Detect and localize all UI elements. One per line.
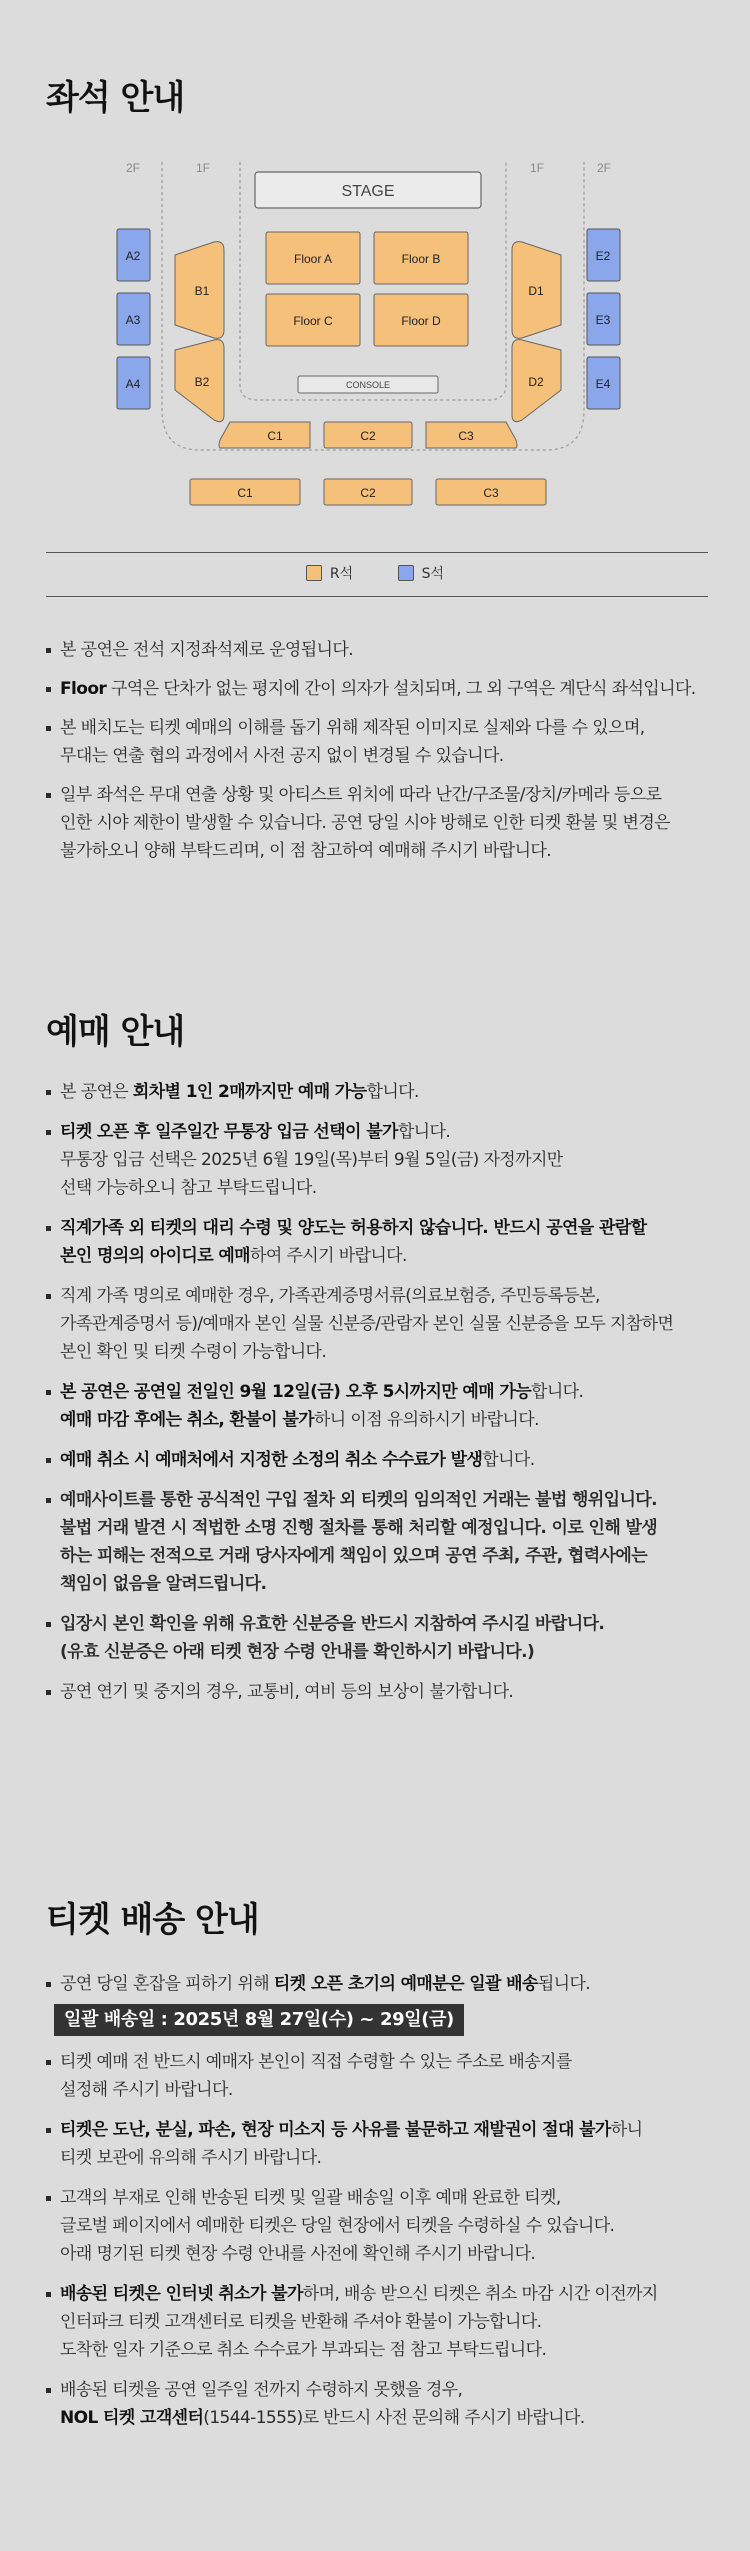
emphasis: 티켓 오픈 후 일주일간 무통장 입금 선택이 불가	[60, 1122, 398, 1142]
list-item: 티켓 예매 전 반드시 예매자 본인이 직접 수령할 수 있는 주소로 배송지를 설정해 주시기 바랍니다.	[46, 2048, 716, 2104]
delivery-date-badge: 일괄 배송일 : 2025년 8월 27일(수) ~ 29일(금)	[54, 2004, 464, 2036]
floor-label-1f-left: 1F	[195, 161, 211, 175]
booking-notes	[46, 1078, 716, 1706]
a4-label: A4	[125, 377, 141, 391]
stage-label: STAGE	[341, 183, 395, 200]
a2-label: A2	[125, 249, 141, 263]
list-item	[46, 1214, 716, 1270]
outer-c3-label: C3	[483, 486, 499, 500]
floor-d-label: Floor D	[401, 314, 441, 328]
text: 합니다.	[397, 1122, 451, 1142]
emphasis: 예매 마감 후에는 취소, 환불이 불가	[60, 1410, 314, 1430]
text: 하며, 배송 받으신 티켓은 취소 마감 시간 이전까지 인터파크 티켓 고객센터로 티켓을 반환해 주셔야 환불이 가능합니다. 도착한 일자 기준으로 취소 수수료가 부과되는 점 참고 부탁드립니다.	[60, 2284, 658, 2360]
e4-label: E4	[595, 377, 611, 391]
emphasis: NOL 티켓 고객센터	[60, 2408, 204, 2428]
legend-r	[306, 563, 353, 583]
text: 됩니다.	[537, 1974, 591, 1994]
list-item: 공연 연기 및 중지의 경우, 교통비, 여비 등의 보상이 불가합니다.	[46, 1678, 716, 1706]
d1-label: D1	[528, 284, 544, 298]
floor-word: Floor	[60, 679, 107, 699]
list-item	[46, 1078, 716, 1106]
a3-label: A3	[125, 313, 141, 327]
legend-s-swatch	[398, 565, 414, 581]
text: 본 공연은	[60, 1082, 133, 1102]
legend-r-label: R석	[329, 566, 354, 582]
emphasis: 티켓 오픈 초기의 예매분은 일괄 배송	[273, 1974, 538, 1994]
inner-c1-block[interactable]	[219, 422, 310, 448]
emphasis: 예매 취소 시 예매처에서 지정한 소정의 취소 수수료가 발생	[60, 1450, 483, 1470]
list-item: 본 공연은 전석 지정좌석제로 운영됩니다.	[46, 636, 716, 664]
text: 하여 주시기 바랍니다.	[250, 1246, 407, 1266]
seat-map	[0, 150, 750, 510]
list-item	[46, 1378, 716, 1434]
emphasis: 티켓은 도난, 분실, 파손, 현장 미소지 등 사유를 불문하고 재발권이 절대 불가	[60, 2120, 611, 2140]
emphasis: 회차별 1인 2매까지만 예매 가능	[132, 1082, 367, 1102]
outer-c1-label: C1	[237, 486, 253, 500]
floor-a-label: Floor A	[293, 252, 333, 266]
floor-label-1f-right: 1F	[529, 161, 545, 175]
outer-c2-label: C2	[360, 486, 376, 500]
list-item	[46, 2280, 716, 2364]
inner-c1-label: C1	[267, 429, 283, 443]
text: 합니다.	[531, 1382, 584, 1402]
list-item: 일부 좌석은 무대 연출 상황 및 아티스트 위치에 따라 난간/구조물/장치/카메라 등으로 인한 시야 제한이 발생할 수 있습니다. 공연 당일 시야 방해로 인한 티켓 환불 및 변경은 불가하오니 양해 부탁드리며, 이 점 참고하여 예매해 주시기 바랍니다.	[46, 781, 716, 865]
list-item: 예매사이트를 통한 공식적인 구입 절차 외 티켓의 임의적인 거래는 불법 행위입니다. 불법 거래 발견 시 적법한 소명 진행 절차를 통해 처리할 예정입니다. 이로 인해 발생 하는 피해는 전적으로 거래 당사자에게 책임이 있으며 공연 주최, 주관, 협력사에는 책임이 없음을 알려드립니다.	[46, 1486, 716, 1598]
legend-divider-bottom	[46, 596, 708, 597]
inner-c3-label: C3	[458, 429, 474, 443]
seat-section-title: 좌석 안내	[46, 78, 185, 118]
e2-label: E2	[595, 249, 611, 263]
e3-label: E3	[595, 313, 611, 327]
list-item: 직계 가족 명의로 예매한 경우, 가족관계증명서류(의료보험증, 주민등록등본, 가족관계증명서 등)/예매자 본인 실물 신분증/관람자 본인 실물 신분증을 모두 지참하면 본인 확인 및 티켓 수령이 가능합니다.	[46, 1282, 716, 1366]
text: 합니다.	[366, 1082, 419, 1102]
list-item	[46, 2116, 716, 2172]
seat-legend	[0, 563, 750, 585]
legend-r-swatch	[306, 565, 322, 581]
list-item	[46, 1118, 716, 1202]
list-item: 입장시 본인 확인을 위해 유효한 신분증을 반드시 지참하여 주시길 바랍니다. (유효 신분증은 아래 티켓 현장 수령 안내를 확인하시기 바랍니다.)	[46, 1610, 716, 1666]
delivery-section-title: 티켓 배송 안내	[46, 1900, 259, 1940]
list-item: Floor 구역은 단차가 없는 평지에 간이 의자가 설치되며, 그 외 구역은 계단식 좌석입니다.	[46, 675, 716, 703]
floor-label-2f-right: 2F	[596, 161, 612, 175]
floor-label-2f-left: 2F	[125, 161, 141, 175]
inner-c2-label: C2	[360, 429, 376, 443]
delivery-notes	[46, 1970, 716, 2432]
list-item	[46, 2376, 716, 2432]
legend-s-label: S석	[421, 566, 445, 582]
text: 배송된 티켓을 공연 일주일 전까지 수령하지 못했을 경우,	[60, 2380, 463, 2400]
text: 합니다.	[482, 1450, 535, 1470]
list-item	[46, 1970, 716, 2038]
legend-divider-top	[46, 552, 708, 553]
emphasis: 직계가족 외 티켓의 대리 수령 및 양도는 허용하지 않습니다. 반드시 공연을 관람할 본인 명의의 아이디로 예매	[60, 1218, 647, 1266]
emphasis: 본 공연은 공연일 전일인 9월 12일(금) 오후 5시까지만 예매 가능	[60, 1382, 532, 1402]
list-item	[46, 1446, 716, 1474]
booking-section-title: 예매 안내	[46, 1012, 185, 1052]
legend-s	[398, 563, 444, 583]
floor-b-label: Floor B	[401, 252, 441, 266]
text: (1544-1555)	[203, 2408, 303, 2428]
b2-label: B2	[194, 375, 210, 389]
list-item: 고객의 부재로 인해 반송된 티켓 및 일괄 배송일 이후 예매 완료한 티켓, 글로벌 페이지에서 예매한 티켓은 당일 현장에서 티켓을 수령하실 수 있습니다. 아래 명기된 티켓 현장 수령 안내를 사전에 확인해 주시기 바랍니다.	[46, 2184, 716, 2268]
d2-label: D2	[528, 375, 544, 389]
emphasis: 배송된 티켓은 인터넷 취소가 불가	[60, 2284, 303, 2304]
floor-c-label: Floor C	[293, 314, 333, 328]
console-label: CONSOLE	[345, 380, 391, 390]
b1-label: B1	[194, 284, 210, 298]
text: 하니 티켓 보관에 유의해 주시기 바랍니다.	[60, 2120, 643, 2168]
text: 로 반드시 사전 문의해 주시기 바랍니다.	[302, 2408, 585, 2428]
seat-notes	[46, 636, 716, 865]
list-item: 본 배치도는 티켓 예매의 이해를 돕기 위해 제작된 이미지로 실제와 다를 수 있으며, 무대는 연출 협의 과정에서 사전 공지 없이 변경될 수 있습니다.	[46, 714, 716, 770]
text: 공연 당일 혼잡을 피하기 위해	[60, 1974, 274, 1994]
text: 하니 이점 유의하시기 바랍니다.	[313, 1410, 539, 1430]
text: 무통장 입금 선택은 2025년 6월 19일(목)부터 9월 5일(금) 자정까지만 선택 가능하오니 참고 부탁드립니다.	[60, 1150, 563, 1198]
